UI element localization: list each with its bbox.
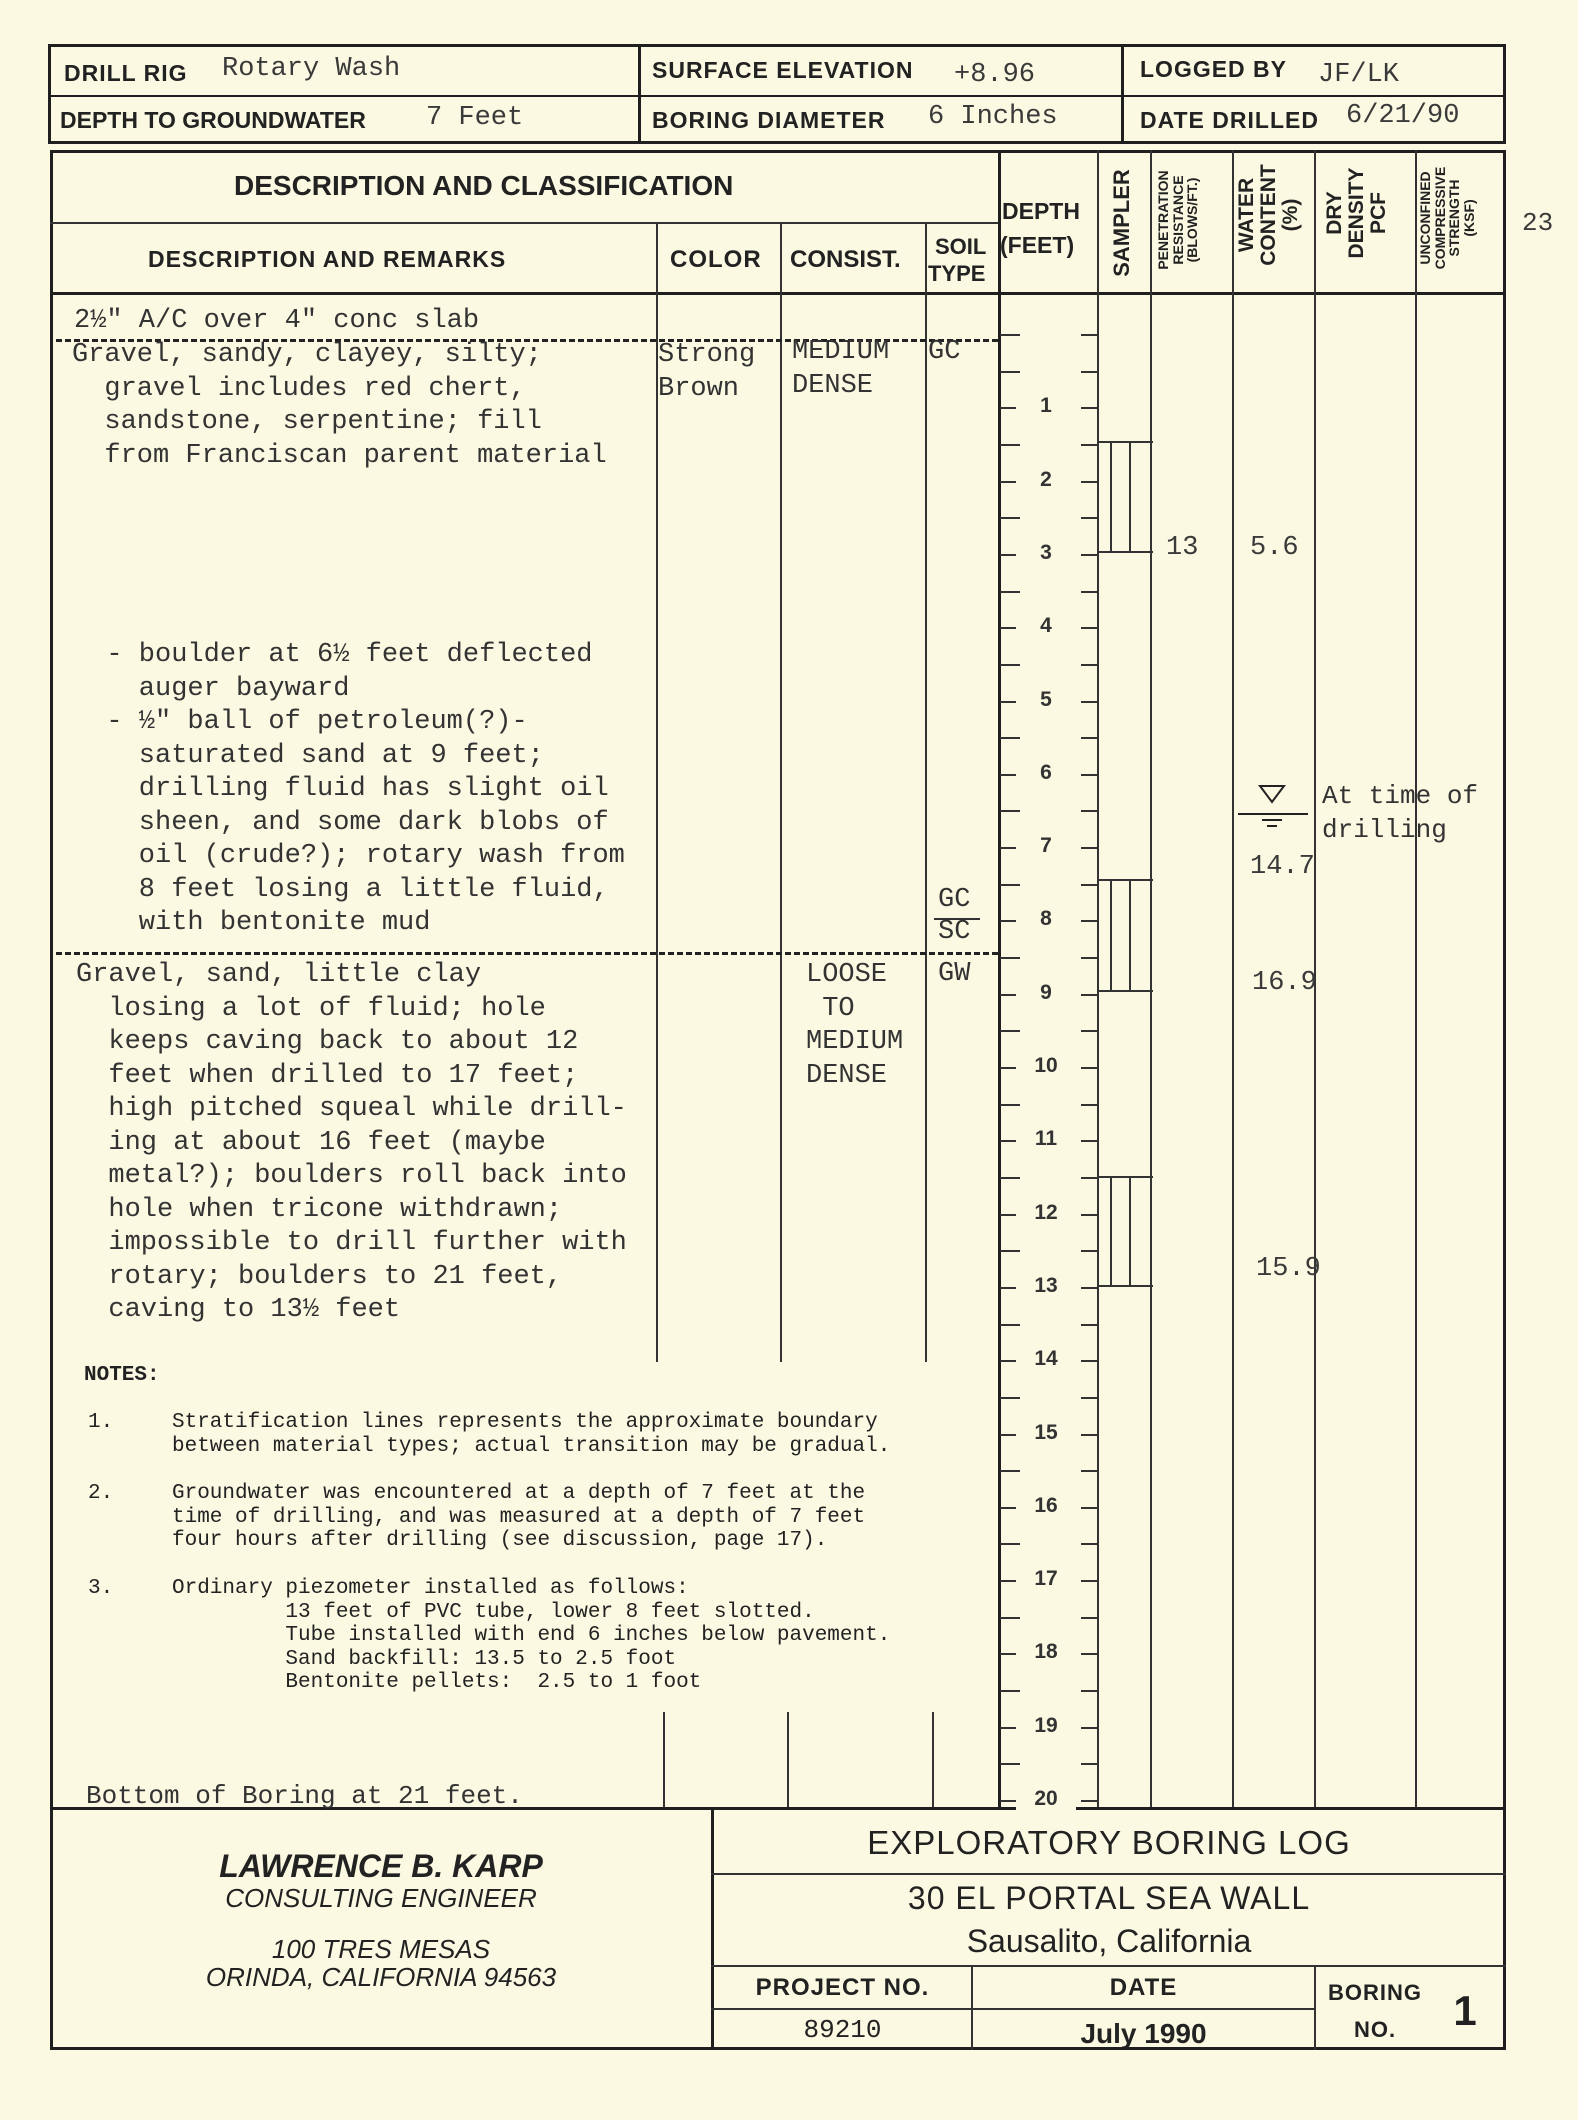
company-subtitle: CONSULTING ENGINEER	[225, 1883, 537, 1913]
groundwater-value: 7 Feet	[426, 103, 524, 133]
depth-tick	[1000, 1177, 1020, 1179]
water-reading-1: 5.6	[1250, 533, 1299, 563]
depth-tick	[1000, 664, 1020, 666]
boring-diameter-value: 6 Inches	[928, 102, 1058, 132]
dry-density-header	[1324, 148, 1390, 278]
depth-label: 17	[1016, 1567, 1076, 1591]
depth-tick	[1000, 1763, 1020, 1765]
depth-tick	[1081, 1580, 1097, 1582]
sample-3-right	[1129, 1176, 1131, 1285]
soil-type-header-1: SOIL	[935, 234, 987, 259]
penetration-header-line: RESISTANCE	[1169, 175, 1186, 265]
project-location: Sausalito, California	[966, 1923, 1252, 1959]
penetration-header-line: PENETRATION	[1155, 170, 1171, 270]
drill-rig-value: Rotary Wash	[222, 54, 401, 84]
depth-tick	[1081, 444, 1097, 446]
depth-label: 13	[1016, 1274, 1076, 1298]
dry-density-header-line: DRY	[1323, 191, 1346, 235]
depth-tick	[1081, 407, 1097, 409]
depth-tick	[1000, 1324, 1020, 1326]
depth-tick	[1000, 1690, 1020, 1692]
depth-label: 12	[1016, 1201, 1076, 1225]
depth-label: 2	[1016, 468, 1076, 492]
depth-tick	[1081, 994, 1097, 996]
depth-label: 1	[1016, 394, 1076, 418]
depth-label: 9	[1016, 981, 1076, 1005]
company-name: LAWRENCE B. KARP	[219, 1848, 543, 1884]
depth-tick	[1081, 1653, 1097, 1655]
logged-by-label: LOGGED BY	[1140, 56, 1288, 82]
depth-tick	[1000, 1470, 1020, 1472]
layer2-soil-type: GW	[938, 959, 971, 989]
depth-tick	[1000, 1543, 1020, 1545]
note-2-number: 2.	[88, 1482, 114, 1505]
unconfined-header-line: STRENGTH	[1446, 179, 1463, 257]
water-header-line: (%)	[1279, 198, 1303, 232]
sample-1-bottom	[1097, 551, 1153, 553]
note-1-number: 1.	[88, 1411, 114, 1434]
depth-tick	[1081, 1543, 1097, 1545]
depth-tick	[1000, 371, 1020, 373]
depth-tick	[1000, 1030, 1020, 1032]
sample-2-right	[1129, 879, 1131, 990]
water-reading-3: 16.9	[1252, 968, 1317, 998]
note-3-number: 3.	[88, 1577, 114, 1600]
depth-tick	[1081, 1690, 1097, 1692]
depth-label: 19	[1016, 1714, 1076, 1738]
date-drilled-label: DATE DRILLED	[1140, 107, 1319, 133]
depth-label: 8	[1016, 907, 1076, 931]
sample-2-top	[1097, 879, 1153, 881]
note-1-text: Stratification lines represents the approximate boundary between material types; actual transition may be gradual.	[172, 1411, 891, 1458]
depth-label: 16	[1016, 1494, 1076, 1518]
depth-tick	[1081, 1617, 1097, 1619]
bottom-of-boring: Bottom of Boring at 21 feet.	[86, 1781, 523, 1811]
depth-tick	[1081, 774, 1097, 776]
depth-tick	[1081, 1104, 1097, 1106]
unconfined-header-line: (KSF)	[1461, 199, 1478, 237]
log-title: EXPLORATORY BORING LOG	[867, 1824, 1351, 1861]
boring-label-2: NO.	[1353, 2017, 1397, 2042]
layer1-soil-type-gc: GC	[938, 885, 971, 915]
depth-tick	[1081, 957, 1097, 959]
depth-tick	[1000, 1104, 1020, 1106]
unconfined-header	[1418, 148, 1477, 288]
depth-tick	[1081, 591, 1097, 593]
sample-3-top	[1097, 1176, 1153, 1178]
depth-label: 7	[1016, 834, 1076, 858]
project-name: 30 EL PORTAL SEA WALL	[907, 1880, 1311, 1916]
sample-1-right	[1129, 441, 1131, 551]
depth-tick	[1000, 810, 1020, 812]
surface-elevation-label: SURFACE ELEVATION	[652, 57, 914, 83]
depth-tick	[1000, 884, 1020, 886]
depth-tick	[1000, 591, 1020, 593]
depth-tick	[1000, 334, 1020, 336]
slab-description: 2½" A/C over 4" conc slab	[74, 306, 480, 336]
layer1-soil-type-sc: SC	[938, 917, 971, 947]
depth-tick	[1000, 1617, 1020, 1619]
date-drilled-value: 6/21/90	[1346, 101, 1460, 131]
sample-3-bottom	[1097, 1285, 1153, 1287]
project-no-value: 89210	[803, 2015, 882, 2045]
depth-tick	[1081, 1030, 1097, 1032]
depth-label: 6	[1016, 761, 1076, 785]
blows-reading-1: 13	[1166, 533, 1199, 563]
water-reading-4: 15.9	[1256, 1254, 1321, 1284]
date-value: July 1990	[1080, 2018, 1207, 2049]
boring-diameter-label: BORING DIAMETER	[652, 107, 886, 133]
sample-3-left	[1110, 1176, 1112, 1285]
depth-label: 15	[1016, 1421, 1076, 1445]
depth-label: 20	[1016, 1787, 1076, 1811]
penetration-header-line: (BLOWS/FT.)	[1184, 177, 1201, 263]
sampler-header: SAMPLER	[1109, 169, 1134, 277]
drill-rig-label: DRILL RIG	[64, 60, 188, 86]
desc-class-header: DESCRIPTION AND CLASSIFICATION	[234, 170, 734, 201]
depth-tick	[1081, 884, 1097, 886]
depth-tick	[1081, 334, 1097, 336]
depth-label: 10	[1016, 1054, 1076, 1078]
depth-tick	[1081, 517, 1097, 519]
depth-tick	[1081, 1434, 1097, 1436]
groundwater-note: At time of drilling	[1322, 781, 1479, 845]
depth-label: 11	[1016, 1127, 1076, 1151]
unconfined-header-line: UNCONFINED	[1417, 171, 1433, 265]
depth-tick	[1000, 1250, 1020, 1252]
logged-by-value: JF/LK	[1318, 60, 1400, 90]
depth-tick	[1000, 444, 1020, 446]
layer1-soil-type: GC	[928, 337, 961, 367]
layer2-description: Gravel, sand, little clay losing a lot of fluid; hole keeps caving back to about 12 feet when drilled to 17 feet; high pitched squeal while drill- ing at about 16 feet (maybe metal?); boulders roll back into hole when tricone withdrawn; impossible to drill further with rotary; boulders to 21 feet, caving to 13½ feet	[76, 960, 627, 1325]
consist-header: CONSIST.	[790, 246, 901, 273]
depth-tick	[1081, 1360, 1097, 1362]
layer-boundary	[56, 952, 998, 955]
water-reading-2: 14.7	[1250, 852, 1315, 882]
depth-tick	[1081, 701, 1097, 703]
depth-tick	[1081, 1250, 1097, 1252]
groundwater-label: DEPTH TO GROUNDWATER	[60, 107, 366, 133]
depth-tick	[1081, 1140, 1097, 1142]
depth-tick	[1081, 1507, 1097, 1509]
depth-header-1: DEPTH	[1002, 198, 1080, 224]
depth-tick	[1081, 1763, 1097, 1765]
depth-tick	[1081, 664, 1097, 666]
depth-tick	[1081, 1177, 1097, 1179]
depth-tick	[1081, 627, 1097, 629]
depth-tick	[1081, 554, 1097, 556]
boring-number: 1	[1453, 1987, 1477, 2034]
note-2-text: Groundwater was encountered at a depth of 7 feet at the time of drilling, and was measured at a depth of 7 feet four hours after drilling (see discussion, page 17).	[172, 1482, 866, 1552]
depth-tick	[1000, 1397, 1020, 1399]
dry-density-header-line: PCF	[1367, 192, 1391, 234]
depth-tick	[1081, 847, 1097, 849]
soil-type-header-2: TYPE	[928, 261, 986, 286]
depth-tick	[1081, 1324, 1097, 1326]
layer2-consistency: LOOSE TO MEDIUM DENSE	[806, 960, 904, 1091]
date-label: DATE	[1109, 1974, 1178, 2001]
water-header-line: WATER	[1235, 177, 1258, 253]
groundwater-level-icon	[1236, 780, 1310, 830]
desc-remarks-header: DESCRIPTION AND REMARKS	[148, 246, 507, 272]
unconfined-header-line: COMPRESSIVE	[1431, 166, 1448, 270]
depth-tick	[1081, 371, 1097, 373]
depth-tick	[1000, 737, 1020, 739]
depth-label: 5	[1016, 688, 1076, 712]
depth-tick	[1081, 481, 1097, 483]
company-address-1: 100 TRES MESAS	[271, 1934, 491, 1964]
dry-density-header-line: DENSITY	[1345, 167, 1369, 259]
depth-tick	[1081, 1287, 1097, 1289]
note-3-text: Ordinary piezometer installed as follows: 13 feet of PVC tube, lower 8 feet slotted. Tube installed with end 6 inches below pavement. Sand backfill: 13.5 to 2.5 foot Bentonite pellets: 2.5 to 1 foot	[172, 1577, 891, 1694]
depth-tick	[1081, 1470, 1097, 1472]
depth-tick	[1000, 517, 1020, 519]
depth-label: 14	[1016, 1347, 1076, 1371]
depth-tick	[1081, 1800, 1097, 1802]
layer1-color: Strong Brown	[658, 340, 756, 404]
penetration-header	[1156, 150, 1200, 290]
depth-tick	[1081, 1067, 1097, 1069]
boring-label-1: BORING	[1328, 1980, 1422, 2005]
depth-label: 18	[1016, 1640, 1076, 1664]
depth-label: 3	[1016, 541, 1076, 565]
sample-1-left	[1110, 441, 1112, 551]
depth-tick	[1081, 737, 1097, 739]
notes-heading: NOTES:	[84, 1364, 160, 1387]
depth-tick	[1081, 1214, 1097, 1216]
depth-tick	[1081, 920, 1097, 922]
company-address-2: ORINDA, CALIFORNIA 94563	[205, 1962, 557, 1992]
layer1-consistency: MEDIUM DENSE	[792, 337, 890, 401]
water-header-line: CONTENT	[1257, 164, 1281, 266]
sample-2-bottom	[1097, 990, 1153, 992]
water-content-header	[1236, 150, 1302, 280]
sample-1-top	[1097, 441, 1153, 443]
layer1-remarks: - boulder at 6½ feet deflected auger bayward - ½" ball of petroleum(?)- saturated sand at 9 feet; drilling fluid has slight oil sheen, and some dark blobs of oil (crude?); rotary wash from 8 feet losing a little fluid, with bentonite mud	[106, 640, 625, 938]
depth-header-2: (FEET)	[1000, 232, 1075, 258]
sample-2-left	[1110, 879, 1112, 990]
corner-page-number: 23	[1522, 208, 1554, 238]
color-header: COLOR	[670, 246, 762, 273]
depth-label: 4	[1016, 614, 1076, 638]
depth-tick	[1081, 810, 1097, 812]
depth-tick	[1081, 1397, 1097, 1399]
depth-tick	[1000, 957, 1020, 959]
surface-elevation-value: +8.96	[954, 60, 1036, 90]
project-no-label: PROJECT NO.	[755, 1974, 930, 2001]
layer1-description: Gravel, sandy, clayey, silty; gravel includes red chert, sandstone, serpentine; fill from Franciscan parent material	[72, 340, 607, 471]
depth-tick	[1081, 1727, 1097, 1729]
